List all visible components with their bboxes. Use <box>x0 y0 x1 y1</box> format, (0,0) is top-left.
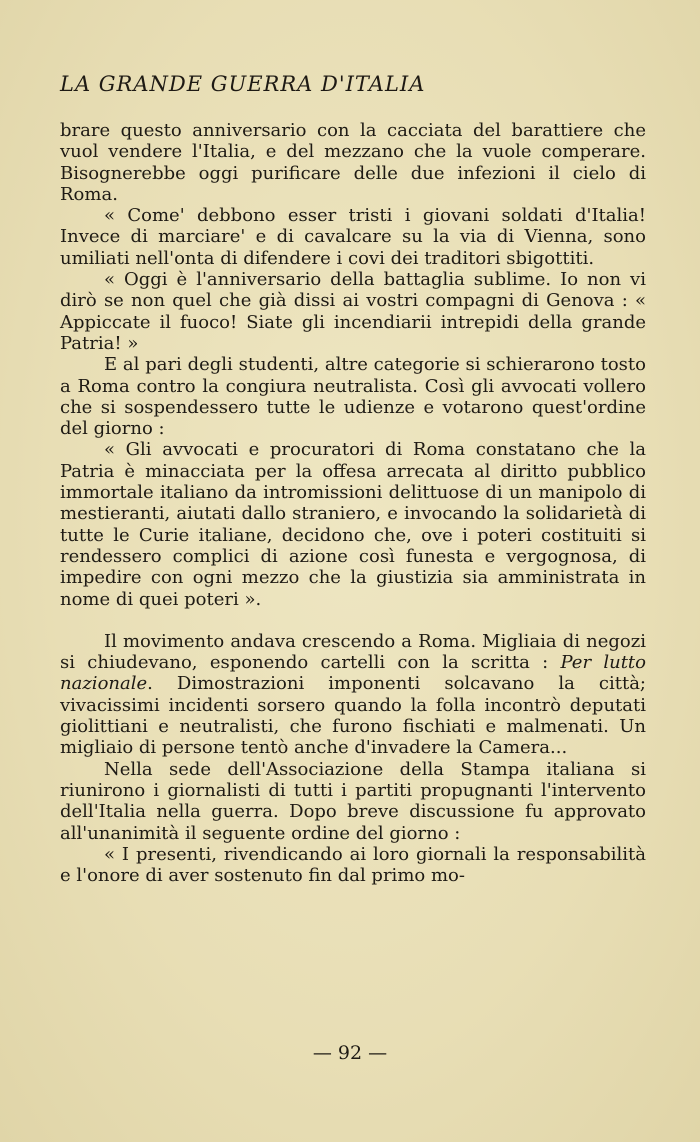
paragraph-7: Nella sede dell'Associazione della Stampa italiana si riunirono i giornalisti di tutti i partiti propugnanti l'intervento dell'Italia nella guerra. Dopo breve discussione fu approvato all'unanimità il seguente ordine del giorno : <box>60 758 646 844</box>
sign-text: Per lutto nazionale <box>60 652 646 695</box>
body-text <box>60 120 646 886</box>
paragraph-6-lead: Il movimento andava crescendo a Roma. Migliaia di negozi si chiudevano, esponendo cartelli con la scritta : <box>60 630 646 674</box>
paragraph-2: « Come' debbono esser tristi i giovani soldati d'Italia! Invece di marciare' e di cavalcare su la via di Vienna, sono umiliati nell'onta di difendere i covi dei traditori sbigottiti. <box>60 205 646 269</box>
paragraph-4: E al pari degli studenti, altre categorie si schierarono tosto a Roma contro la congiura neutralista. Così gli avvocati vollero che si sospendessero tutte le udienze e votarono quest'ordine del giorno : <box>60 354 646 440</box>
paragraph-8: « I presenti, rivendicando ai loro giornali la responsabilità e l'onore di aver sostenuto fin dal primo mo- <box>60 843 646 887</box>
paragraph-1: brare questo anniversario con la cacciata del barattiere che vuol vendere l'Italia, e del mezzano che la vuole comperare. Bisognerebbe oggi purificare delle due infezioni il cielo di Roma. <box>60 120 646 205</box>
running-head: LA GRANDE GUERRA D'ITALIA <box>60 72 426 96</box>
paragraph-6-rest: . Dimostrazioni imponenti solcavano la città; vivacissimi incidenti sorsero quando la folla incontrò deputati giolittiani e neutralisti, che furono fischiati e malmenati. Un migliaio di persone tentò anche d'invadere la Camera... <box>60 673 646 759</box>
paragraph-6 <box>60 631 646 759</box>
page-number: — 92 — <box>312 1042 388 1064</box>
paragraph-3: « Oggi è l'anniversario della battaglia sublime. Io non vi dirò se non quel che già dissi ai vostri compagni di Genova : « Appiccate il fuoco! Siate gli incendiarii intrepidi della grande Patria! » <box>60 269 646 354</box>
paragraph-5: « Gli avvocati e procuratori di Roma constatano che la Patria è minacciata per la offesa arrecata al diritto pubblico immortale italiano da intromissioni delittuose di un manipolo di mestieranti, aiutati dallo straniero, e invocando la solidarietà di tutte le Curie italiane, decidono che, ove i poteri costituiti si rendessero complici di azione così funesta e vergognosa, di impedire con ogni mezzo che la giustizia sia amministrata in nome di quei poteri ». <box>60 439 646 610</box>
